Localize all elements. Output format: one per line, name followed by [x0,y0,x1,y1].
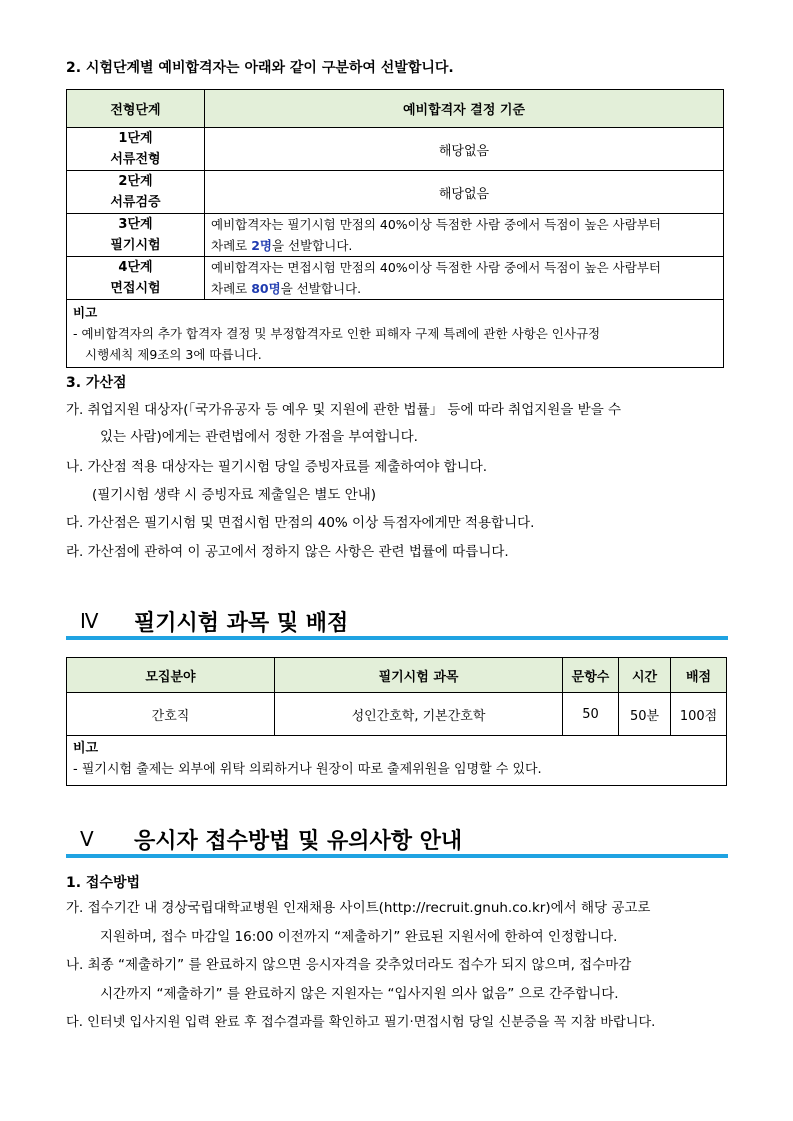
section-title: 응시자 접수방법 및 유의사항 안내 [134,829,463,854]
note-cell: 비고 - 필기시험 출제는 외부에 위탁 의뢰하거나 원장이 따로 출제위원을 임명할 수 있다. [67,736,727,786]
list-item: 다. 가산점은 필기시험 및 면접시험 만점의 40% 이상 득점자에게만 적용합니다. [66,515,535,531]
list-item: 있는 사람)에게는 관련법에서 정한 가점을 부여합니다. [100,429,418,445]
list-item: 나. 최종 “제출하기” 를 완료하지 않으면 응시자격을 갖추었더라도 접수가 되지 않으며, 접수마감 [66,957,632,973]
questions-cell: 50 [563,693,619,736]
table-row [67,693,727,736]
time-cell: 50분 [619,693,671,736]
header-time: 시간 [619,658,671,693]
stage-cell: 3단계 필기시험 [67,214,205,257]
header-field: 모집분야 [67,658,275,693]
section-heading: 2. 시험단계별 예비합격자는 아래와 같이 구분하여 선발합니다. [66,60,454,76]
note-row [67,736,727,786]
criteria-cell: 해당없음 [205,128,724,171]
header-subjects: 필기시험 과목 [275,658,563,693]
stage-cell: 2단계 서류검증 [67,171,205,214]
stage-cell: 4단계 면접시험 [67,257,205,300]
note-cell: 비고 - 예비합격자의 추가 합격자 결정 및 부정합격자로 인한 피해자 구제 특례에 관한 사항은 인사규정 시행세칙 제9조의 3에 따릅니다. [67,300,724,368]
list-item: 라. 가산점에 관하여 이 공고에서 정하지 않은 사항은 관련 법률에 따릅니다. [66,544,509,560]
criteria-cell: 예비합격자는 필기시험 만점의 40%이상 득점한 사람 중에서 득점이 높은 사람부터 차례로 2명을 선발합니다. [205,214,724,257]
header-stage: 전형단계 [67,90,205,128]
reserve-criteria-table [66,89,724,368]
list-item: (필기시험 생략 시 증빙자료 제출일은 별도 안내) [92,487,377,503]
list-item: 지원하며, 접수 마감일 16:00 이전까지 “제출하기” 완료된 지원서에 한하여 인정합니다. [100,929,618,945]
criteria-cell: 예비합격자는 면접시험 만점의 40%이상 득점한 사람 중에서 득점이 높은 사람부터 차례로 80명을 선발합니다. [205,257,724,300]
field-cell: 간호직 [67,693,275,736]
table-row [67,214,724,257]
stage-cell: 1단계 서류전형 [67,128,205,171]
list-item: 다. 인터넷 입사지원 입력 완료 후 접수결과를 확인하고 필기·면접시험 당일 신분증을 꼭 지참 바랍니다. [66,1015,656,1030]
written-exam-table [66,657,727,786]
table-row [67,257,724,300]
list-item: 가. 취업지원 대상자(「국가유공자 등 예우 및 지원에 관한 법률」 등에 따라 취업지원을 받을 수 [66,402,622,418]
section-heading: 3. 가산점 [66,375,127,391]
header-questions: 문항수 [563,658,619,693]
header-criteria: 예비합격자 결정 기준 [205,90,724,128]
section-number: Ⅴ [80,827,94,851]
list-item: 나. 가산점 적용 대상자는 필기시험 당일 증빙자료를 제출하여야 합니다. [66,459,488,475]
header-score: 배점 [671,658,727,693]
section-title: 필기시험 과목 및 배점 [134,611,349,636]
count-highlight: 80명 [251,281,281,296]
table-row [67,171,724,214]
criteria-cell: 해당없음 [205,171,724,214]
section-title-bar [66,824,728,858]
section-number: Ⅳ [80,609,99,633]
list-item: 시간까지 “제출하기” 를 완료하지 않은 지원자는 “입사지원 의사 없음” 으로 간주합니다. [100,986,619,1002]
count-highlight: 2명 [251,238,272,253]
note-row [67,300,724,368]
table-row [67,128,724,171]
list-item: 가. 접수기간 내 경상국립대학교병원 인재채용 사이트(http://recruit.gnuh.co.kr)에서 해당 공고로 [66,900,651,916]
subsection-heading: 1. 접수방법 [66,875,141,891]
subjects-cell: 성인간호학, 기본간호학 [275,693,563,736]
section-title-bar [66,606,728,640]
score-cell: 100점 [671,693,727,736]
